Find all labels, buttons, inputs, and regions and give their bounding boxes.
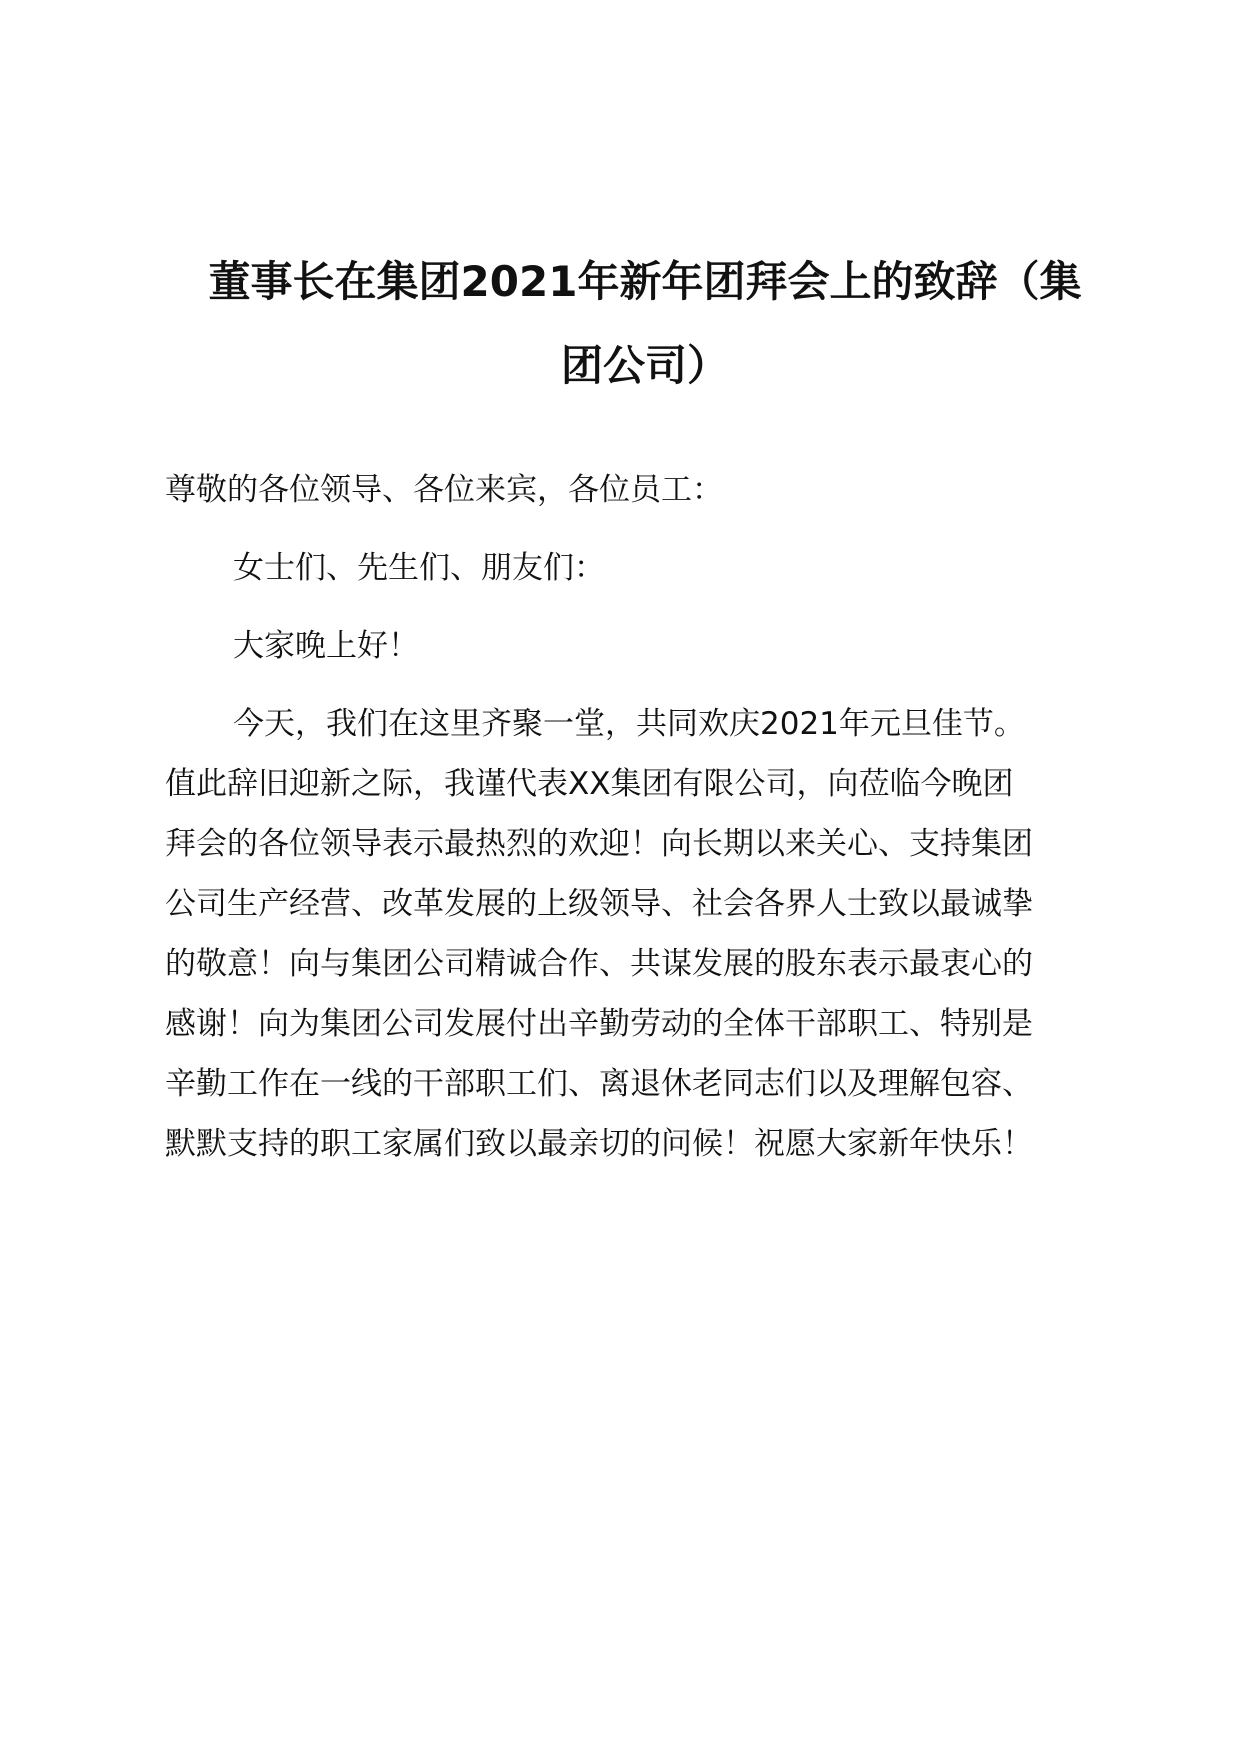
salutation: 尊敬的各位领导、各位来宾，各位员工： bbox=[165, 472, 723, 508]
paragraph-line: 拜会的各位领导表示最热烈的欢迎！向长期以来关心、支持集团 bbox=[165, 826, 1033, 862]
greeting-ladies-gentlemen: 女士们、先生们、朋友们： bbox=[233, 550, 605, 586]
document-body bbox=[165, 460, 1125, 1174]
paragraph-line: 公司生产经营、改革发展的上级领导、社会各界人士致以最诚挚 bbox=[165, 886, 1033, 922]
paragraph-line: 值此辞旧迎新之际，我谨代表XX集团有限公司，向莅临今晚团 bbox=[165, 766, 1014, 802]
paragraph-line: 的敬意！向与集团公司精诚合作、共谋发展的股东表示最衷心的 bbox=[165, 946, 1033, 982]
main-paragraph bbox=[165, 694, 1125, 1174]
paragraph-line: 辛勤工作在一线的干部职工们、离退休老同志们以及理解包容、 bbox=[165, 1066, 1033, 1102]
document-title bbox=[150, 240, 1140, 408]
paragraph-line: 今天，我们在这里齐聚一堂，共同欢庆2021年元旦佳节。 bbox=[233, 706, 1025, 742]
greeting-good-evening: 大家晚上好！ bbox=[233, 628, 419, 664]
paragraph-line: 感谢！向为集团公司发展付出辛勤劳动的全体干部职工、特别是 bbox=[165, 1006, 1033, 1042]
title-line: 董事长在集团2021年新年团拜会上的致辞（集 bbox=[208, 257, 1082, 306]
title-line: 团公司） bbox=[560, 341, 729, 390]
paragraph-line: 默默支持的职工家属们致以最亲切的问候！祝愿大家新年快乐！ bbox=[165, 1126, 1033, 1162]
